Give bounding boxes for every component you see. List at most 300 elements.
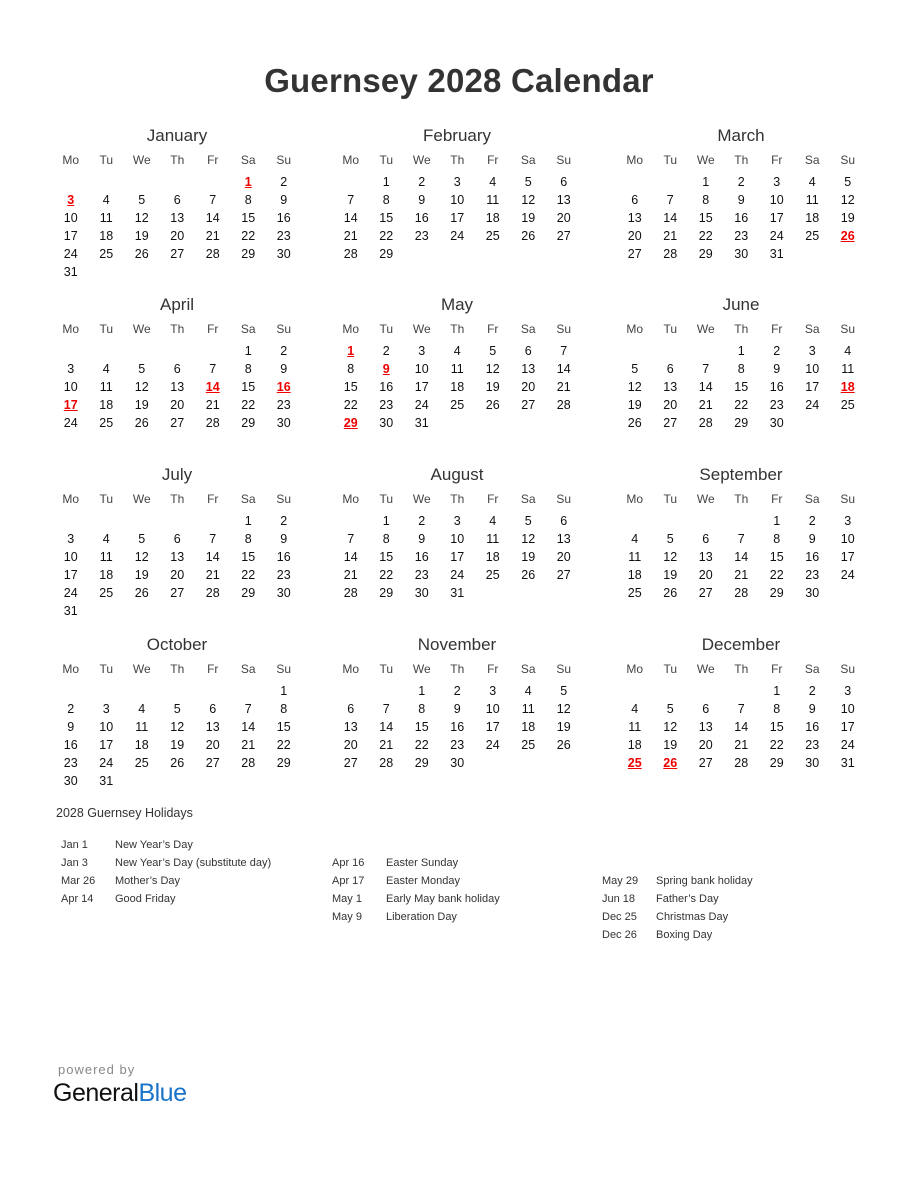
empty-cell <box>617 682 653 700</box>
date-cell: 19 <box>556 720 571 734</box>
holiday-date-label: Apr 16 <box>332 857 365 869</box>
date-cell: 23 <box>414 568 429 582</box>
empty-cell <box>195 682 231 700</box>
holiday-column <box>602 872 753 944</box>
holiday-row <box>602 872 753 890</box>
date-cell: 31 <box>414 416 429 430</box>
empty-cell <box>195 512 231 530</box>
weekday-header: Tu <box>379 662 394 676</box>
empty-cell <box>653 173 689 191</box>
date-cell: 14 <box>205 550 220 564</box>
date-cell: 16 <box>414 211 429 225</box>
month-february <box>333 125 581 263</box>
date-cell: 16 <box>276 550 291 564</box>
date-cell: 6 <box>702 702 710 716</box>
month-name: December <box>701 635 781 654</box>
date-cell: 6 <box>173 362 181 376</box>
date-cell: 25 <box>134 756 149 770</box>
date-cell: 10 <box>414 362 429 376</box>
date-cell: 27 <box>205 756 220 770</box>
holiday-name: Liberation Day <box>386 911 457 923</box>
date-cell: 5 <box>489 344 497 358</box>
date-cell: 7 <box>560 344 568 358</box>
date-cell: 19 <box>134 568 149 582</box>
date-cell: 8 <box>244 193 252 207</box>
holiday-column <box>61 836 271 908</box>
date-cell: 5 <box>138 532 146 546</box>
date-cell: 20 <box>170 568 185 582</box>
weekday-header: Tu <box>99 492 114 506</box>
date-cell: 26 <box>134 247 149 261</box>
weekday-header: Mo <box>62 662 80 676</box>
date-cell: 3 <box>453 175 461 189</box>
holiday-date-label: May 29 <box>602 875 639 887</box>
date-cell: 2 <box>737 175 745 189</box>
date-cell: 20 <box>663 398 678 412</box>
weekday-header: Tu <box>99 153 114 167</box>
date-cell: 10 <box>63 550 78 564</box>
date-cell: 18 <box>485 211 500 225</box>
weekday-header: Su <box>276 492 292 506</box>
date-cell: 30 <box>276 416 291 430</box>
date-cell: 5 <box>666 532 674 546</box>
empty-cell <box>124 173 160 191</box>
date-cell: 17 <box>99 738 114 752</box>
weekday-header: Sa <box>804 662 820 676</box>
month-name: January <box>146 126 208 145</box>
holiday-name: Christmas Day <box>656 911 729 923</box>
date-cell: 24 <box>805 398 820 412</box>
weekday-header: Tu <box>99 662 114 676</box>
date-cell: 7 <box>666 193 674 207</box>
holiday-row <box>602 926 753 944</box>
date-cell: 10 <box>805 362 820 376</box>
weekday-header: Th <box>450 322 465 336</box>
weekday-header: We <box>412 662 431 676</box>
weekday-header: Tu <box>663 662 678 676</box>
weekday-header: Su <box>276 322 292 336</box>
date-cell: 22 <box>276 738 291 752</box>
date-cell: 3 <box>67 532 75 546</box>
date-cell: 13 <box>521 362 536 376</box>
date-cell: 19 <box>521 211 536 225</box>
date-cell: 14 <box>734 550 749 564</box>
empty-cell <box>89 512 125 530</box>
date-cell: 30 <box>276 247 291 261</box>
date-cell: 26 <box>521 229 536 243</box>
weekday-header: We <box>412 153 431 167</box>
weekday-header: Mo <box>62 153 80 167</box>
date-cell: 12 <box>556 702 571 716</box>
date-cell: 19 <box>663 568 678 582</box>
date-cell: 23 <box>734 229 749 243</box>
date-cell: 28 <box>734 756 749 770</box>
date-cell: 21 <box>205 398 220 412</box>
date-cell: 13 <box>343 720 358 734</box>
holiday-row <box>61 836 271 854</box>
date-cell: 8 <box>702 193 710 207</box>
generalblue-logo <box>53 1079 187 1108</box>
date-cell: 1 <box>382 175 390 189</box>
date-cell: 16 <box>805 720 820 734</box>
date-cell: 3 <box>102 702 110 716</box>
weekday-header: Fr <box>771 322 783 336</box>
date-cell: 15 <box>698 211 713 225</box>
date-cell: 29 <box>698 247 713 261</box>
date-cell: 15 <box>379 550 394 564</box>
date-cell: 1 <box>773 514 781 528</box>
date-cell: 21 <box>343 229 358 243</box>
empty-cell <box>688 512 724 530</box>
date-cell: 6 <box>173 193 181 207</box>
date-cell: 10 <box>485 702 500 716</box>
date-cell: 17 <box>63 568 78 582</box>
date-cell: 16 <box>734 211 749 225</box>
holiday-date-label: Jun 18 <box>602 893 636 905</box>
date-cell: 14 <box>556 362 571 376</box>
holiday-name: Boxing Day <box>656 929 713 941</box>
holiday-date: 3 <box>67 193 75 207</box>
date-cell: 13 <box>170 380 185 394</box>
weekday-header: We <box>132 662 151 676</box>
date-cell: 30 <box>379 416 394 430</box>
date-cell: 4 <box>102 532 110 546</box>
date-cell: 6 <box>524 344 532 358</box>
month-name: July <box>161 465 193 484</box>
empty-cell <box>160 342 196 360</box>
date-cell: 28 <box>241 756 256 770</box>
date-cell: 5 <box>173 702 181 716</box>
date-cell: 1 <box>773 684 781 698</box>
date-cell: 29 <box>769 586 784 600</box>
month-september <box>617 464 865 602</box>
holiday-name: New Year’s Day <box>115 839 193 851</box>
date-cell: 11 <box>628 550 642 564</box>
date-cell: 14 <box>205 211 220 225</box>
date-cell: 12 <box>134 380 149 394</box>
empty-cell <box>53 682 89 700</box>
date-cell: 21 <box>241 738 256 752</box>
holiday-date: 29 <box>343 416 358 430</box>
date-cell: 12 <box>134 550 149 564</box>
weekday-header: Mo <box>626 153 644 167</box>
date-cell: 4 <box>844 344 852 358</box>
date-cell: 22 <box>343 398 358 412</box>
month-january <box>53 125 301 281</box>
holiday-name: Good Friday <box>115 893 176 905</box>
weekday-header: Mo <box>62 492 80 506</box>
date-cell: 11 <box>99 550 113 564</box>
date-cell: 14 <box>734 720 749 734</box>
date-cell: 15 <box>769 550 784 564</box>
date-cell: 8 <box>382 532 390 546</box>
date-cell: 5 <box>666 702 674 716</box>
date-cell: 4 <box>489 514 497 528</box>
date-cell: 31 <box>840 756 855 770</box>
empty-cell <box>653 512 689 530</box>
date-cell: 5 <box>138 193 146 207</box>
powered-by-text: powered by <box>58 1062 136 1077</box>
date-cell: 4 <box>102 362 110 376</box>
empty-cell <box>231 682 267 700</box>
month-december <box>617 634 865 772</box>
date-cell: 31 <box>63 265 78 279</box>
month-name: November <box>417 635 497 654</box>
month-june <box>617 294 865 432</box>
date-cell: 24 <box>485 738 500 752</box>
empty-cell <box>333 512 369 530</box>
date-cell: 13 <box>205 720 220 734</box>
date-cell: 9 <box>773 362 781 376</box>
date-cell: 28 <box>205 586 220 600</box>
date-cell: 9 <box>280 362 288 376</box>
date-cell: 28 <box>734 586 749 600</box>
date-cell: 13 <box>170 211 185 225</box>
date-cell: 27 <box>343 756 358 770</box>
date-cell: 2 <box>808 514 816 528</box>
date-cell: 20 <box>556 550 571 564</box>
date-cell: 26 <box>556 738 571 752</box>
holiday-date: 26 <box>663 756 678 770</box>
weekday-header: We <box>132 492 151 506</box>
weekday-header: Tu <box>663 153 678 167</box>
date-cell: 15 <box>769 720 784 734</box>
month-name: March <box>717 126 765 145</box>
holiday-row <box>61 854 271 872</box>
date-cell: 15 <box>343 380 358 394</box>
date-cell: 11 <box>628 720 642 734</box>
holiday-name: Spring bank holiday <box>656 875 753 887</box>
empty-cell <box>160 173 196 191</box>
date-cell: 22 <box>414 738 429 752</box>
weekday-header: Su <box>556 662 572 676</box>
month-name: February <box>422 126 492 145</box>
empty-cell <box>724 512 760 530</box>
holiday-date-label: Apr 17 <box>332 875 365 887</box>
date-cell: 14 <box>343 550 358 564</box>
date-cell: 27 <box>556 229 571 243</box>
weekday-header: Mo <box>342 153 360 167</box>
date-cell: 11 <box>521 702 535 716</box>
date-cell: 27 <box>698 586 713 600</box>
date-cell: 17 <box>414 380 429 394</box>
weekday-header: Tu <box>663 492 678 506</box>
weekday-header: Fr <box>487 492 499 506</box>
date-cell: 28 <box>343 586 358 600</box>
weekday-header: Fr <box>207 153 219 167</box>
date-cell: 9 <box>418 532 426 546</box>
date-cell: 3 <box>773 175 781 189</box>
date-cell: 30 <box>805 586 820 600</box>
date-cell: 4 <box>808 175 816 189</box>
date-cell: 26 <box>627 416 642 430</box>
holiday-date-label: Apr 14 <box>61 893 94 905</box>
date-cell: 2 <box>808 684 816 698</box>
date-cell: 18 <box>521 720 536 734</box>
date-cell: 29 <box>241 586 256 600</box>
date-cell: 19 <box>134 398 149 412</box>
month-november <box>333 634 581 772</box>
date-cell: 7 <box>347 532 355 546</box>
date-cell: 27 <box>698 756 713 770</box>
date-cell: 18 <box>627 568 642 582</box>
weekday-header: Su <box>276 662 292 676</box>
empty-cell <box>124 512 160 530</box>
weekday-header: Fr <box>771 153 783 167</box>
holiday-date: 18 <box>840 380 855 394</box>
date-cell: 17 <box>840 550 855 564</box>
date-cell: 20 <box>521 380 536 394</box>
date-cell: 14 <box>343 211 358 225</box>
empty-cell <box>195 342 231 360</box>
date-cell: 8 <box>737 362 745 376</box>
date-cell: 17 <box>805 380 820 394</box>
date-cell: 31 <box>769 247 784 261</box>
weekday-header: Tu <box>99 322 114 336</box>
date-cell: 18 <box>99 398 114 412</box>
date-cell: 3 <box>844 684 852 698</box>
weekday-header: Sa <box>240 322 256 336</box>
empty-cell <box>617 512 653 530</box>
date-cell: 21 <box>379 738 394 752</box>
date-cell: 3 <box>418 344 426 358</box>
date-cell: 30 <box>734 247 749 261</box>
date-cell: 22 <box>698 229 713 243</box>
date-cell: 25 <box>450 398 465 412</box>
date-cell: 24 <box>63 247 78 261</box>
weekday-header: Tu <box>663 322 678 336</box>
date-cell: 17 <box>485 720 500 734</box>
date-cell: 6 <box>209 702 217 716</box>
date-cell: 28 <box>698 416 713 430</box>
holiday-name: Easter Sunday <box>386 857 459 869</box>
date-cell: 8 <box>418 702 426 716</box>
date-cell: 29 <box>769 756 784 770</box>
weekday-header: We <box>132 322 151 336</box>
date-cell: 14 <box>241 720 256 734</box>
date-cell: 12 <box>663 720 678 734</box>
weekday-header: Sa <box>520 662 536 676</box>
date-cell: 13 <box>556 532 571 546</box>
weekday-header: Th <box>734 153 749 167</box>
date-cell: 30 <box>805 756 820 770</box>
holiday-date-label: Jan 3 <box>61 857 88 869</box>
date-cell: 12 <box>170 720 185 734</box>
holiday-name: Early May bank holiday <box>386 893 500 905</box>
date-cell: 15 <box>241 550 256 564</box>
date-cell: 16 <box>805 550 820 564</box>
date-cell: 20 <box>698 738 713 752</box>
empty-cell <box>195 173 231 191</box>
date-cell: 14 <box>698 380 713 394</box>
date-cell: 16 <box>414 550 429 564</box>
date-cell: 31 <box>99 774 114 788</box>
date-cell: 23 <box>276 568 291 582</box>
date-cell: 31 <box>450 586 465 600</box>
weekday-header: Mo <box>626 662 644 676</box>
date-cell: 13 <box>698 720 713 734</box>
date-cell: 23 <box>414 229 429 243</box>
date-cell: 10 <box>769 193 784 207</box>
date-cell: 19 <box>627 398 642 412</box>
date-cell: 23 <box>450 738 465 752</box>
weekday-header: We <box>696 492 715 506</box>
date-cell: 16 <box>63 738 78 752</box>
date-cell: 9 <box>808 532 816 546</box>
date-cell: 21 <box>556 380 571 394</box>
empty-cell <box>653 342 689 360</box>
date-cell: 28 <box>379 756 394 770</box>
brand-general: General <box>53 1079 139 1107</box>
date-cell: 4 <box>631 532 639 546</box>
holiday-date: 26 <box>840 229 855 243</box>
date-cell: 25 <box>840 398 855 412</box>
date-cell: 27 <box>170 416 185 430</box>
date-cell: 23 <box>769 398 784 412</box>
weekday-header: Mo <box>342 662 360 676</box>
month-may <box>333 294 581 432</box>
date-cell: 1 <box>244 514 252 528</box>
weekday-header: Tu <box>379 322 394 336</box>
weekday-header: Th <box>734 492 749 506</box>
date-cell: 22 <box>379 229 394 243</box>
date-cell: 21 <box>343 568 358 582</box>
date-cell: 19 <box>134 229 149 243</box>
date-cell: 26 <box>134 586 149 600</box>
date-cell: 24 <box>840 738 855 752</box>
date-cell: 2 <box>773 344 781 358</box>
date-cell: 28 <box>556 398 571 412</box>
weekday-header: Th <box>170 662 185 676</box>
date-cell: 25 <box>99 416 114 430</box>
date-cell: 24 <box>99 756 114 770</box>
date-cell: 4 <box>138 702 146 716</box>
date-cell: 24 <box>840 568 855 582</box>
date-cell: 20 <box>205 738 220 752</box>
date-cell: 1 <box>244 344 252 358</box>
month-august <box>333 464 581 602</box>
weekday-header: Su <box>840 492 856 506</box>
date-cell: 30 <box>450 756 465 770</box>
weekday-header: Fr <box>487 662 499 676</box>
weekday-header: Fr <box>487 153 499 167</box>
weekday-header: Su <box>556 322 572 336</box>
date-cell: 20 <box>627 229 642 243</box>
date-cell: 26 <box>170 756 185 770</box>
empty-cell <box>617 173 653 191</box>
holiday-row <box>61 872 271 890</box>
date-cell: 6 <box>702 532 710 546</box>
page-title: Guernsey 2028 Calendar <box>264 62 654 99</box>
date-cell: 8 <box>280 702 288 716</box>
date-cell: 7 <box>209 193 217 207</box>
date-cell: 23 <box>276 398 291 412</box>
date-cell: 28 <box>663 247 678 261</box>
date-cell: 19 <box>663 738 678 752</box>
weekday-header: We <box>696 322 715 336</box>
date-cell: 4 <box>102 193 110 207</box>
date-cell: 13 <box>627 211 642 225</box>
date-cell: 21 <box>663 229 678 243</box>
date-cell: 15 <box>734 380 749 394</box>
date-cell: 2 <box>418 175 426 189</box>
weekday-header: Mo <box>342 492 360 506</box>
date-cell: 7 <box>347 193 355 207</box>
holiday-date: 16 <box>276 380 291 394</box>
date-cell: 17 <box>450 550 465 564</box>
date-cell: 1 <box>702 175 710 189</box>
date-cell: 17 <box>63 229 78 243</box>
